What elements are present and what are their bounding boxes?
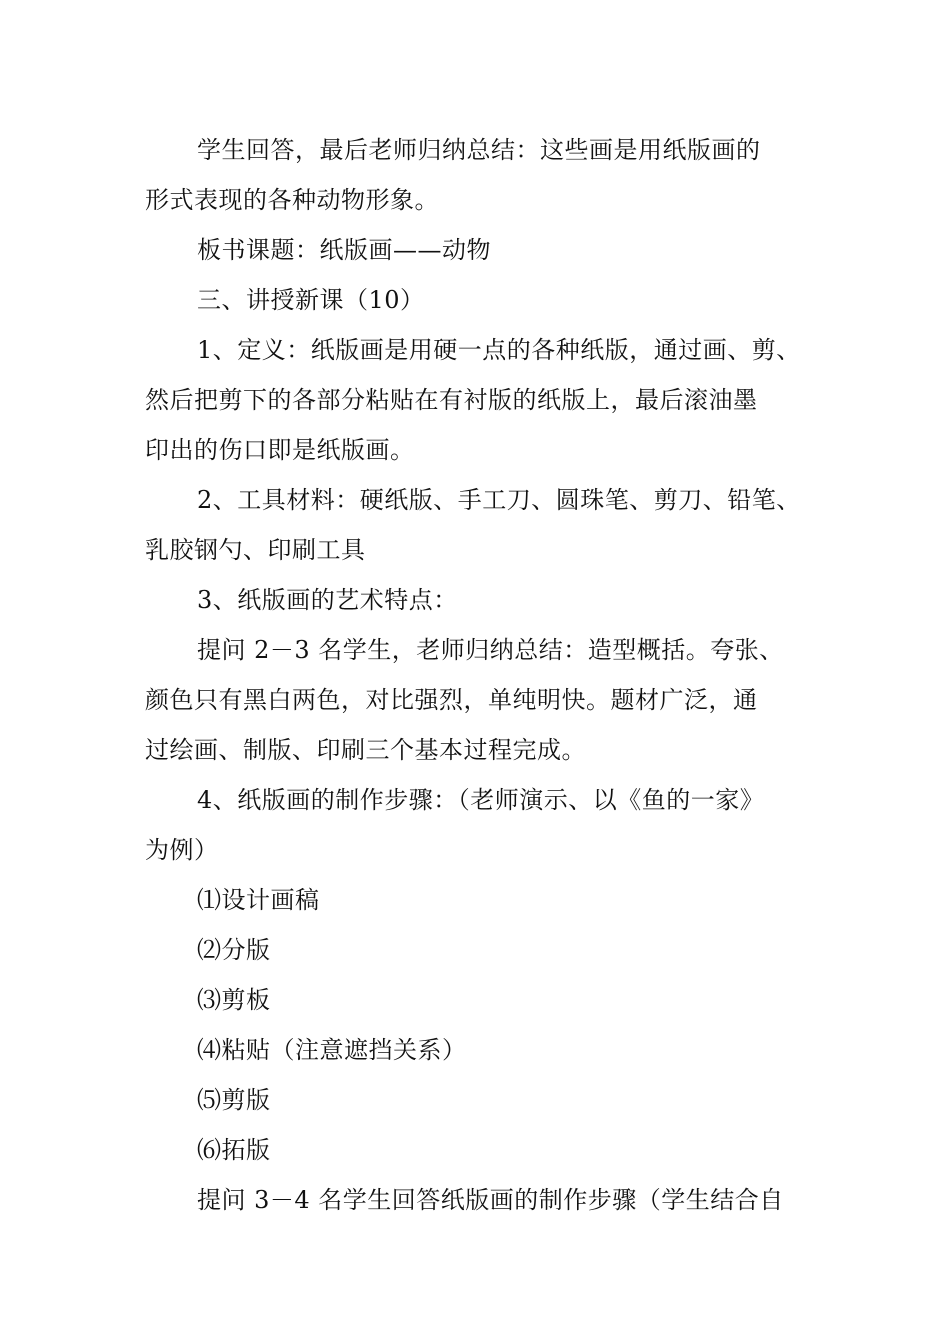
paragraph-line: 为例） [145,836,219,864]
list-item: ⑹拓版 [197,1136,271,1164]
paragraph-line: 过绘画、制版、印刷三个基本过程完成。 [145,736,586,764]
list-item: ⑷粘贴（注意遮挡关系） [197,1036,467,1064]
paragraph-line: 提问 3－4 名学生回答纸版画的制作步骤（学生结合自 [197,1186,784,1214]
paragraph-line: 3、纸版画的艺术特点： [197,586,458,614]
paragraph-line: 板书课题：纸版画——动物 [197,236,491,264]
list-item: ⑸剪版 [197,1086,271,1114]
list-item: ⑶剪板 [197,986,271,1014]
paragraph-line: 学生回答，最后老师归纳总结：这些画是用纸版画的 [197,136,761,164]
paragraph-line: 1、定义：纸版画是用硬一点的各种纸版，通过画、剪、 [197,336,801,364]
list-item: ⑴设计画稿 [197,886,320,914]
paragraph-line: 然后把剪下的各部分粘贴在有衬版的纸版上，最后滚油墨 [145,386,758,414]
paragraph-line: 4、纸版画的制作步骤：（老师演示、以《鱼的一家》 [197,786,765,814]
paragraph-line: 2、工具材料：硬纸版、手工刀、圆珠笔、剪刀、铅笔、 [197,486,801,514]
section-heading: 三、讲授新课（10） [197,286,425,314]
paragraph-line: 颜色只有黑白两色，对比强烈，单纯明快。题材广泛，通 [145,686,758,714]
list-item: ⑵分版 [197,936,271,964]
paragraph-line: 提问 2－3 名学生，老师归纳总结：造型概括。夸张、 [197,636,784,664]
paragraph-line: 乳胶钢勺、印刷工具 [145,536,366,564]
paragraph-line: 形式表现的各种动物形象。 [145,186,439,214]
paragraph-line: 印出的伤口即是纸版画。 [145,436,415,464]
